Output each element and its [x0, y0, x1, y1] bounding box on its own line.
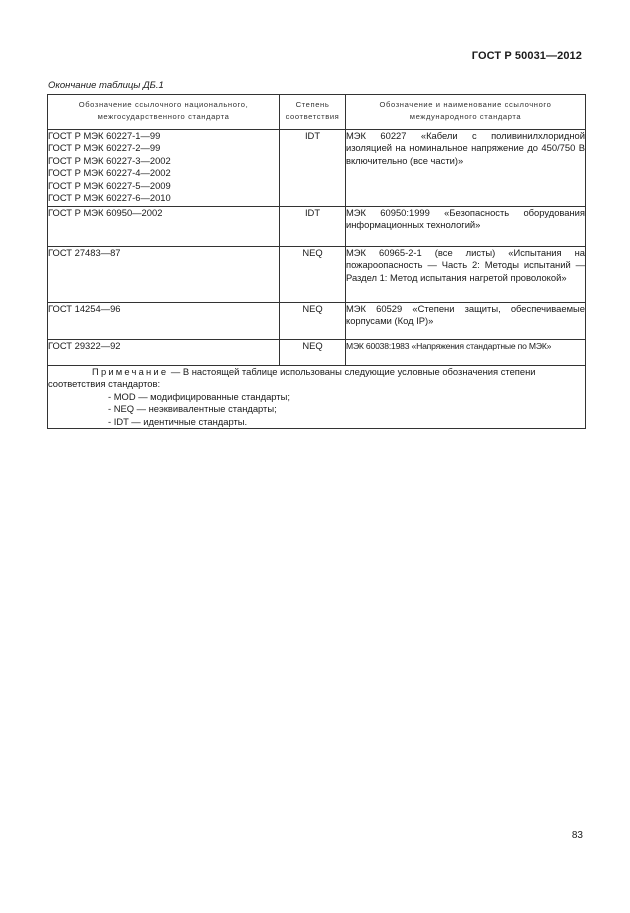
international-standard-cell: МЭК 60529 «Степени защиты, обеспечиваемые корпусами (Код IP)»	[346, 303, 586, 340]
table-header-row	[48, 95, 586, 130]
note-list-item: - NEQ — неэквивалентные стандарты;	[108, 403, 277, 415]
table-caption: Окончание таблицы ДБ.1	[48, 80, 164, 91]
column-header-degree: Степень соответствия	[280, 95, 346, 130]
table-row	[48, 247, 586, 303]
note-cell	[48, 366, 586, 429]
column-header-international-standard: Обозначение и наименование ссылочного международного стандарта	[346, 95, 586, 130]
note-list-item: - IDT — идентичные стандарты.	[108, 415, 248, 427]
table-row	[48, 207, 586, 247]
standard-designation: ГОСТ Р МЭК 60227-5—2009	[48, 179, 171, 191]
document-designation: ГОСТ Р 50031—2012	[471, 50, 582, 62]
note-paragraph	[48, 366, 585, 391]
note-list-item: - MOD — модифицированные стандарты;	[108, 390, 290, 402]
standard-designation: ГОСТ Р МЭК 60950—2002	[48, 207, 163, 218]
national-standard-cell	[48, 130, 280, 207]
international-standard-cell: МЭК 60965-2-1 (все листы) «Испытания на пожароопасность — Часть 2: Методы испытаний — Раздел 1: Метод испытания нагретой проволокой»	[346, 247, 586, 303]
national-standard-cell	[48, 303, 280, 340]
note-label: Примечание	[92, 366, 169, 377]
table-row	[48, 303, 586, 340]
table-row	[48, 130, 586, 207]
national-standard-cell	[48, 340, 280, 366]
national-standard-cell	[48, 247, 280, 303]
reference-standards-table	[47, 94, 586, 429]
standard-designation: ГОСТ 14254—96	[48, 303, 121, 314]
national-standard-cell	[48, 207, 280, 247]
degree-cell: IDT	[280, 207, 346, 247]
degree-cell: NEQ	[280, 340, 346, 366]
note-text: — В настоящей таблице использованы следующие условные обозначения степени соответствия стандартов:	[48, 366, 536, 390]
standard-designation: ГОСТ Р МЭК 60227-1—99	[48, 130, 161, 141]
standard-designation: ГОСТ 27483—87	[48, 247, 121, 258]
standard-designation: ГОСТ Р МЭК 60227-2—99	[48, 142, 161, 154]
international-standard-cell: МЭК 60950:1999 «Безопасность оборудования информационных технологий»	[346, 207, 586, 247]
standard-designation: ГОСТ Р МЭК 60227-4—2002	[48, 167, 171, 179]
standard-designation: ГОСТ 29322—92	[48, 340, 121, 351]
table-row	[48, 340, 586, 366]
standard-designation: ГОСТ Р МЭК 60227-6—2010	[48, 192, 171, 204]
standard-designation: ГОСТ Р МЭК 60227-3—2002	[48, 154, 171, 166]
page-number: 83	[571, 830, 583, 841]
column-header-national-standard: Обозначение ссылочного национального, межгосударственного стандарта	[48, 95, 280, 130]
international-standard-cell: МЭК 60227 «Кабели с поливинилхлоридной изоляцией на номинальное напряжение до 450/750 В включительно (все части)»	[346, 130, 586, 207]
degree-cell: NEQ	[280, 247, 346, 303]
international-standard-cell: МЭК 60038:1983 «Напряжения стандартные по МЭК»	[346, 340, 586, 366]
degree-cell: NEQ	[280, 303, 346, 340]
degree-cell: IDT	[280, 130, 346, 207]
note-row	[48, 366, 586, 429]
